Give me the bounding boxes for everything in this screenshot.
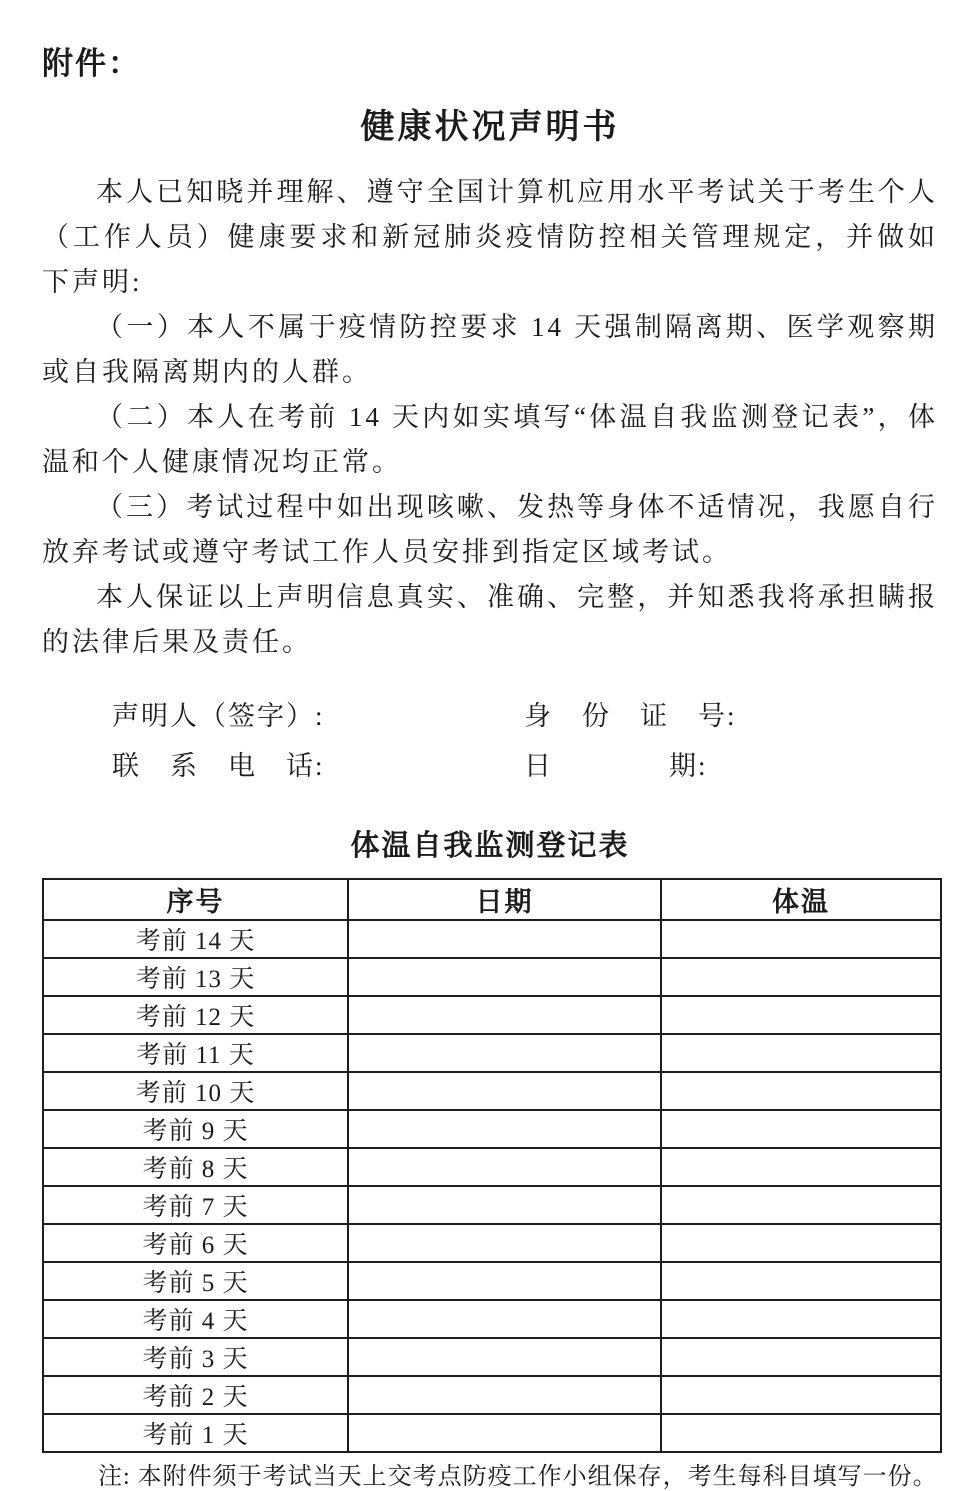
id-number-label: 身 份 证 号: (524, 701, 737, 731)
paragraph-intro: 本人已知晓并理解、遵守全国计算机应用水平考试关于考生个人（工作人员）健康要求和新冠肺炎疫情防控相关管理规定，并做如下声明: (42, 177, 938, 297)
row-label-cell: 考前 12 天 (43, 996, 348, 1034)
declarant-signature-label: 声明人（签字）: (112, 701, 325, 731)
declaration-body (42, 170, 938, 665)
temperature-cell (661, 1300, 941, 1338)
temperature-cell (661, 1186, 941, 1224)
table-row (43, 1338, 941, 1376)
temperature-cell (661, 1414, 941, 1452)
temperature-cell (661, 1376, 941, 1414)
row-label-cell: 考前 9 天 (43, 1110, 348, 1148)
table-row (43, 958, 941, 996)
date-cell (348, 958, 661, 996)
row-label-cell: 考前 6 天 (43, 1224, 348, 1262)
temperature-table-title: 体温自我监测登记表 (350, 830, 630, 862)
column-header-temperature: 体温 (661, 879, 941, 920)
document-title: 健康状况声明书 (360, 109, 620, 146)
row-label-cell: 考前 7 天 (43, 1186, 348, 1224)
attachment-label: 附件： (42, 46, 141, 81)
date-cell (348, 1262, 661, 1300)
temperature-cell (661, 1110, 941, 1148)
table-row (43, 1300, 941, 1338)
table-row (43, 1034, 941, 1072)
signature-block (42, 691, 938, 791)
date-cell (348, 920, 661, 958)
table-row (43, 1262, 941, 1300)
date-cell (348, 1414, 661, 1452)
date-cell (348, 1110, 661, 1148)
column-header-date: 日期 (348, 879, 661, 920)
paragraph-clause-3: （三）考试过程中如出现咳嗽、发热等身体不适情况，我愿自行放弃考试或遵守考试工作人员安排到指定区域考试。 (42, 492, 938, 567)
table-row (43, 920, 941, 958)
table-row (43, 1148, 941, 1186)
table-row (43, 1414, 941, 1452)
table-row (43, 1110, 941, 1148)
date-cell (348, 1186, 661, 1224)
paragraph-clause-1: （一）本人不属于疫情防控要求 14 天强制隔离期、医学观察期或自我隔离期内的人群。 (42, 312, 938, 387)
row-label-cell: 考前 8 天 (43, 1148, 348, 1186)
row-label-cell: 考前 14 天 (43, 920, 348, 958)
table-row (43, 1072, 941, 1110)
temperature-cell (661, 996, 941, 1034)
temperature-cell (661, 1224, 941, 1262)
table-row (43, 1224, 941, 1262)
contact-phone-label: 联 系 电 话: (112, 751, 325, 781)
date-cell (348, 1376, 661, 1414)
temperature-cell (661, 1338, 941, 1376)
temperature-cell (661, 1034, 941, 1072)
temperature-cell (661, 920, 941, 958)
paragraph-clause-2: （二）本人在考前 14 天内如实填写“体温自我监测登记表”，体温和个人健康情况均正常。 (42, 402, 938, 477)
date-cell (348, 1148, 661, 1186)
temperature-cell (661, 1072, 941, 1110)
row-label-cell: 考前 4 天 (43, 1300, 348, 1338)
table-row (43, 1376, 941, 1414)
table-header-row (43, 879, 941, 920)
date-cell (348, 996, 661, 1034)
table-row (43, 996, 941, 1034)
signature-row-1 (42, 691, 938, 741)
row-label-cell: 考前 1 天 (43, 1414, 348, 1452)
signature-row-2 (42, 741, 938, 791)
column-header-index: 序号 (43, 879, 348, 920)
table-row (43, 1186, 941, 1224)
date-cell (348, 1034, 661, 1072)
row-label-cell: 考前 5 天 (43, 1262, 348, 1300)
temperature-cell (661, 1262, 941, 1300)
date-label: 日 期: (524, 751, 708, 781)
date-cell (348, 1072, 661, 1110)
date-cell (348, 1224, 661, 1262)
date-cell (348, 1300, 661, 1338)
temperature-cell (661, 958, 941, 996)
row-label-cell: 考前 2 天 (43, 1376, 348, 1414)
date-cell (348, 1338, 661, 1376)
row-label-cell: 考前 3 天 (43, 1338, 348, 1376)
paragraph-guarantee: 本人保证以上声明信息真实、准确、完整，并知悉我将承担瞒报的法律后果及责任。 (42, 582, 938, 657)
row-label-cell: 考前 11 天 (43, 1034, 348, 1072)
row-label-cell: 考前 13 天 (43, 958, 348, 996)
temperature-cell (661, 1148, 941, 1186)
footnote: 注: 本附件须于考试当天上交考点防疫工作小组保存，考生每科目填写一份。 (98, 1464, 938, 1490)
temperature-table (42, 878, 942, 1453)
row-label-cell: 考前 10 天 (43, 1072, 348, 1110)
